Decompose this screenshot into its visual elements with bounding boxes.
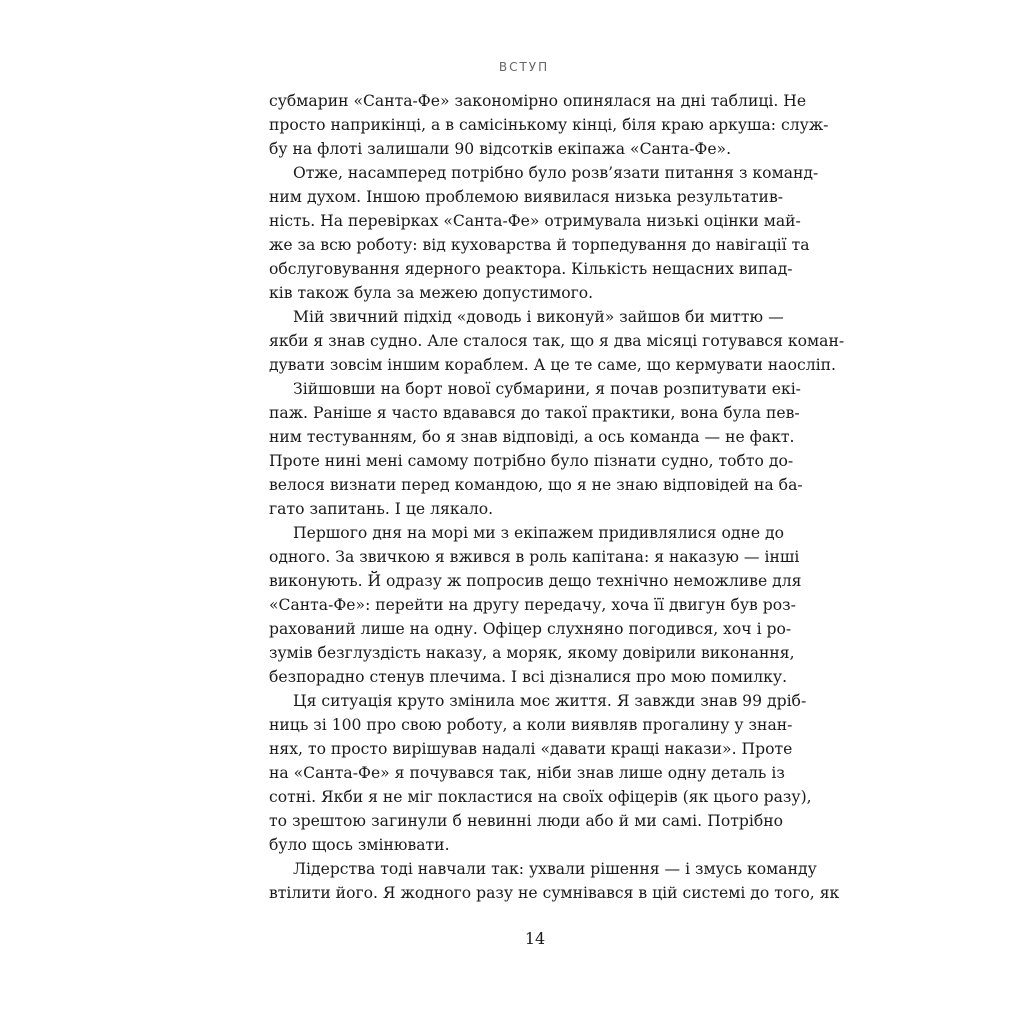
page-number: 14 [524, 929, 546, 948]
paragraph [269, 689, 812, 857]
paragraph [269, 89, 829, 161]
text-line: велося визнати перед командою, що я не знаю відповідей на ба- [269, 476, 803, 494]
text-line: якби я знав судно. Але сталося так, що я два місяці готувався коман- [269, 332, 845, 350]
text-line: бу на флоті залишали 90 відсотків екіпажа «Санта-Фе». [269, 140, 732, 158]
text-line: Мій звичний підхід «доводь і виконуй» зайшов би миттю — [293, 308, 784, 326]
text-line: просто наприкінці, а в самісінькому кінці, біля краю аркуша: служ- [269, 116, 829, 134]
text-line: безпорадно стенув плечима. І всі дізналися про мою помилку. [269, 668, 788, 686]
text-line: Отже, насамперед потрібно було розв’язати питання з команд- [293, 164, 819, 182]
text-line: «Санта-Фе»: перейти на другу передачу, хоча її двигун був роз- [269, 596, 796, 614]
text-line: рахований лише на одну. Офіцер слухняно погодився, хоч і ро- [269, 620, 792, 638]
text-line: сотні. Якби я не міг покластися на своїх офіцерів (як цього разу), [269, 788, 812, 806]
text-line: одного. За звичкою я вжився в роль капітана: я наказую — інші [269, 548, 800, 566]
text-line: Лідерства тоді навчали так: ухвали рішення — і змусь команду [293, 860, 817, 878]
text-line: то зрештою загинули б невинні люди або й ми самі. Потрібно [269, 812, 783, 830]
text-line: ниць зі 100 про свою роботу, а коли виявляв прогалину у знан- [269, 716, 793, 734]
text-line: нях, то просто вирішував надалі «давати кращі накази». Проте [269, 740, 793, 758]
text-line: субмарин «Санта-Фе» закономірно опинялася на дні таблиці. Не [269, 92, 807, 110]
text-line: ним духом. Іншою проблемою виявилася низька результатив- [269, 188, 783, 206]
paragraph [269, 857, 840, 905]
text-line: Першого дня на морі ми з екіпажем придивлялися одне до [293, 524, 785, 542]
text-line: виконують. Й одразу ж попросив дещо технічно неможливе для [269, 572, 802, 590]
paragraph [269, 377, 803, 521]
text-line: ним тестуванням, бо я знав відповіді, а ось команда — не факт. [269, 428, 795, 446]
text-line: ків також була за межею допустимого. [269, 284, 594, 302]
text-line: дувати зовсім іншим кораблем. А це те саме, що кермувати наосліп. [269, 356, 836, 374]
text-line: втілити його. Я жодного разу не сумнівався в цій системі до того, як [269, 884, 840, 902]
text-line: Зійшовши на борт нової субмарини, я почав розпитувати екі- [293, 380, 801, 398]
text-line: було щось змінювати. [269, 836, 450, 854]
text-line: ність. На перевірках «Санта-Фе» отримувала низькі оцінки май- [269, 212, 801, 230]
paragraph [269, 521, 802, 689]
text-line: Проте нині мені самому потрібно було пізнати судно, тобто до- [269, 452, 794, 470]
running-header: ВСТУП [498, 60, 550, 74]
text-line: же за всю роботу: від куховарства й торпедування до навігації та [269, 236, 810, 254]
paragraph [269, 305, 845, 377]
body-text [269, 89, 845, 905]
text-line: Ця ситуація круто змінила моє життя. Я завжди знав 99 дріб- [293, 692, 807, 710]
paragraph [269, 161, 819, 305]
text-line: обслуговування ядерного реактора. Кількість нещасних випад- [269, 260, 793, 278]
text-line: гато запитань. І це лякало. [269, 500, 494, 518]
text-line: паж. Раніше я часто вдавався до такої практики, вона була пев- [269, 404, 800, 422]
text-line: зумів безглуздість наказу, а моряк, якому довірили виконання, [269, 644, 795, 662]
text-line: на «Санта-Фе» я почувався так, ніби знав лише одну деталь із [269, 764, 785, 782]
